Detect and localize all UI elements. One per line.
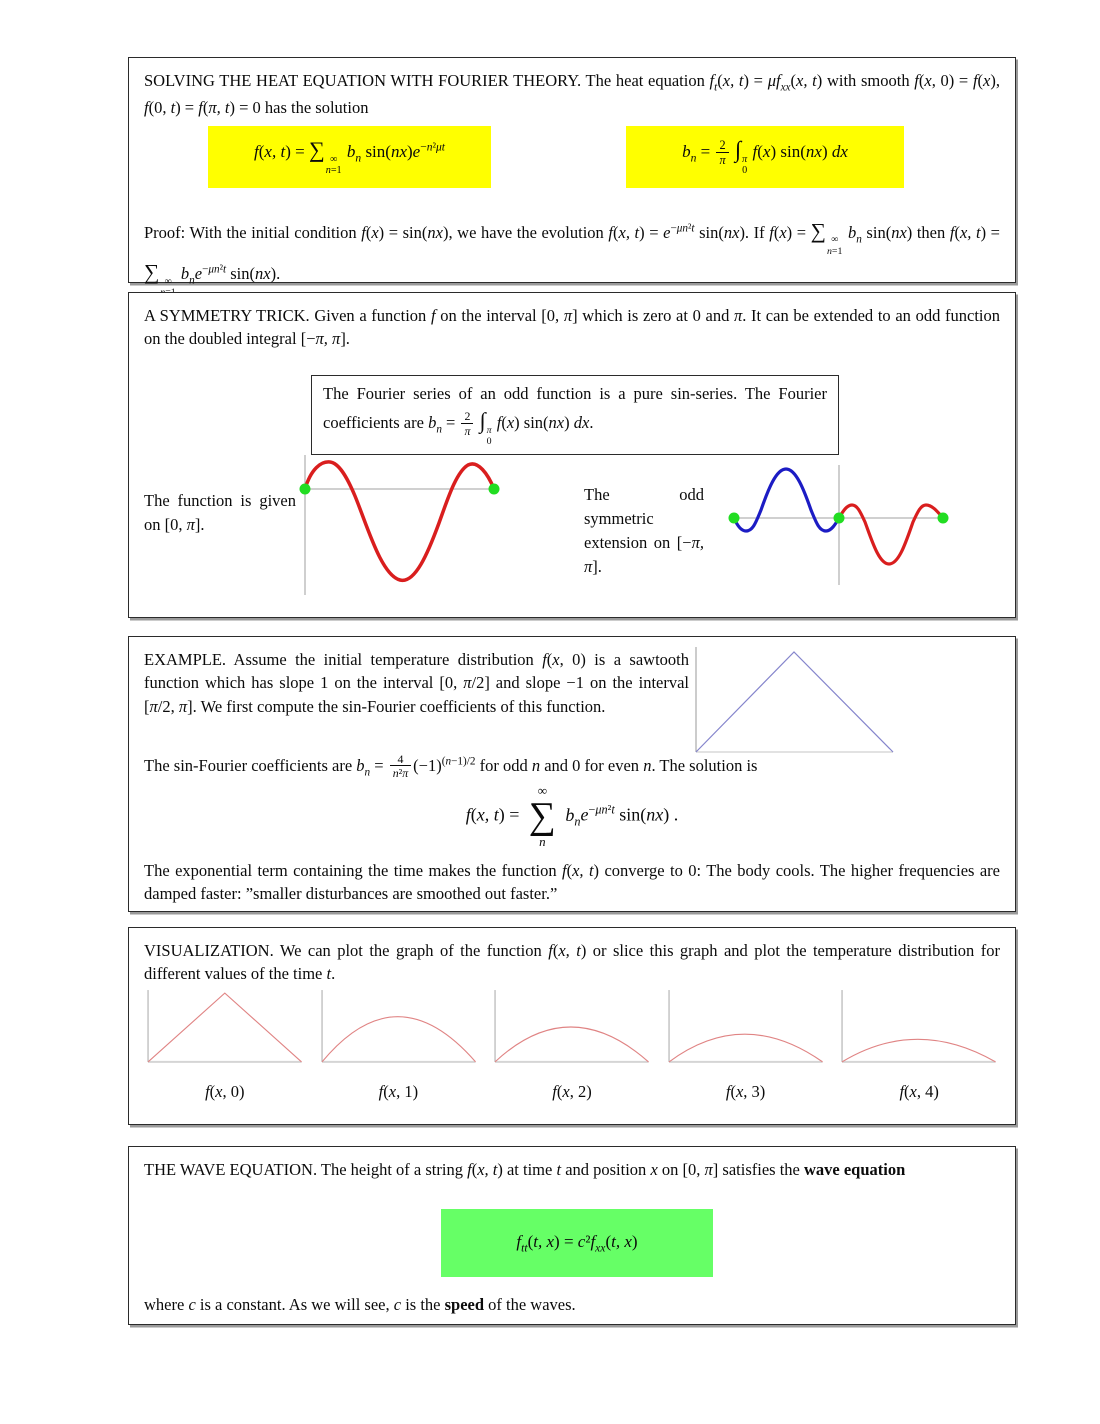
left-endpoint-dot [300,484,311,495]
pi-endpoint-dot [938,513,949,524]
temperature-slice-plot-3 [665,988,827,1066]
odd-extension-plot [727,461,952,589]
slice-curve [322,1017,476,1062]
slice-curve [148,993,302,1062]
coefficient-formula: $b_n$ = $\frac{2}{\pi}$ ∫ π 0 f(x) sin(nx) dx [682,136,848,177]
slice-curve [669,1034,823,1062]
heat-intro-text: SOLVING THE HEAT EQUATION WITH FOURIER THEORY. The heat equation $f_t(x$, $t) = \mu f_{xx}(x$, t) with smooth f(x, 0) = f(x), f(0, t) = f(π, t) = 0 has the solution [144,71,1000,118]
slice-curve [842,1039,996,1062]
temperature-slice-plot-4 [838,988,1000,1066]
slice-label-1: f(x, 1) [378,1082,419,1101]
temperature-slice-plot-2 [491,988,653,1066]
wave-formula-highlight [441,1209,713,1277]
odd-function-note-box [311,375,839,455]
temperature-slice-plot-0 [144,988,306,1066]
sawtooth-triangle-curve [696,652,893,752]
solution-formula-highlight [208,126,491,188]
coefficients-text: The sin-Fourier coefficients are $b_n$ = $\frac{4}{\text{n²π}}$ $(-1)^{(n-1)/2}$ for odd n and 0 for even n. The solution is [144,752,758,781]
slice-cell-1 [318,988,480,1102]
wave-formula: $f_{tt}(t$, $x) = c^2f_{xx}(t$, x) [516,1231,638,1255]
slice-label-4: f(x, 4) [899,1082,939,1101]
wave-footer-text: where c is a constant. As we will see, c is the speed of the waves. [144,1295,576,1314]
odd-extension-curve-blue [734,469,839,531]
sawtooth-initial-distribution-plot [691,645,899,757]
slice-label-3: f(x, 3) [725,1082,766,1101]
slice-cell-0 [144,988,306,1102]
proof-text: Proof: With the initial condition f(x) = sin(nx), we have the evolution f(x, $t) = e^{-\mu n^2t}$ sin(nx). If f(x) = ∑ ∞ n=1 $b_n$ sin(nx) then f(x, t) = ∑ ∞ $b_ne^{-\mu n^2t}$ sin(nx). [144,219,1000,287]
zero-endpoint-dot [834,513,845,524]
function-on-0-pi-plot [297,449,502,599]
coefficient-formula-highlight [626,126,904,188]
original-function-curve-red [839,505,943,564]
slice-cell-2 [491,988,653,1102]
wave-equation-section [128,1146,1016,1325]
heat-equation-section [128,57,1016,287]
wave-intro-text: THE WAVE EQUATION. The height of a string f(x, t) at time t and position x on [0, π] satisfies the wave equation [144,1160,906,1179]
cooling-note-text: The exponential term containing the time makes the function f(x, t) converge to 0: The body cools. The higher frequencies are damped faster: ”smaller disturbances are smoothed out faster.” [144,861,1000,904]
slice-label-0: f(x, 0) [205,1082,245,1101]
minus-pi-endpoint-dot [729,513,740,524]
odd-function-note-text: The Fourier series of an odd function is a pure sin-series. The Fourier coefficients are $b_n$ = $\frac{2}{\pi}$ ∫ π 0 f(x) sin(nx) dx. [323,384,827,448]
right-graph-caption: The odd symmetric extension on [−π, π]. [584,485,704,576]
given-function-curve [305,462,494,580]
right-endpoint-dot [489,484,500,495]
slice-curve [495,1027,649,1062]
solution-display-formula: f(x, t) = ∞ ∑ n $b_ne^{-\mu n^2t}$ sin(nx) . [465,783,679,850]
temperature-slices-row [144,988,1000,1102]
symmetry-intro-text: A SYMMETRY TRICK. Given a function f on the interval [0, π] which is zero at 0 and π. It can be extended to an odd function on the doubled integral [−π, π]. [144,306,1000,349]
example-section [128,636,1016,912]
slice-label-2: f(x, 2) [552,1082,592,1101]
slice-cell-4 [838,988,1000,1102]
slice-cell-3 [665,988,827,1102]
symmetry-trick-section [128,292,1016,618]
solution-formula: f(x, t) = ∑ ∞ n=1 $b_n$ $\sin(nx)e^{-n^2\mu t}$ [254,136,445,177]
visualization-intro-text: VISUALIZATION. We can plot the graph of the function f(x, t) or slice this graph and plot the temperature distribution for different values of the time t. [144,941,1000,984]
example-intro-text: EXAMPLE. Assume the initial temperature distribution f(x, 0) is a sawtooth function which has slope 1 on the interval [0, π/2] and slope −1 on the interval [π/2, π]. We first compute the sin-Fourier coefficients of this function. [144,650,689,716]
visualization-section [128,927,1016,1125]
temperature-slice-plot-1 [318,988,480,1066]
left-graph-caption: The function is given on [0, π]. [144,491,296,534]
